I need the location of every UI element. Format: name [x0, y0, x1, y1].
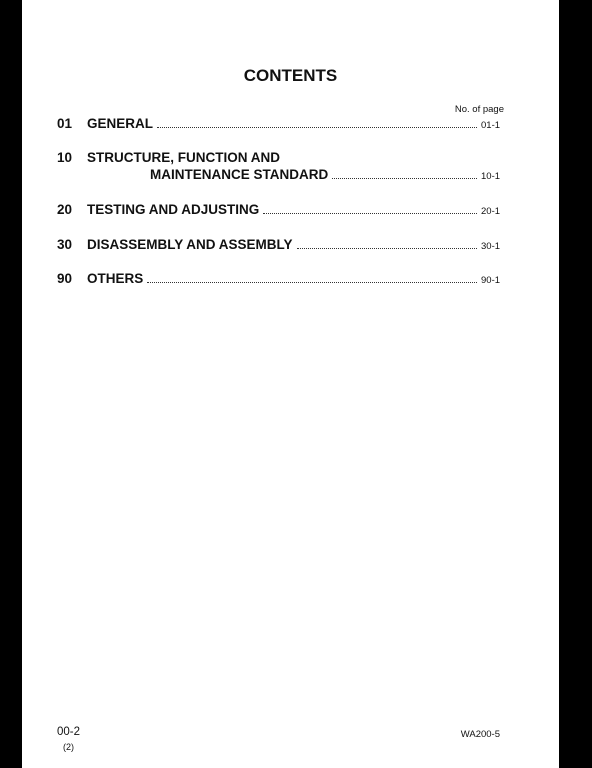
page-title: CONTENTS: [243, 66, 338, 85]
toc-entry-line: [87, 271, 503, 286]
dot-leader: [263, 213, 477, 214]
dot-leader: [157, 127, 477, 128]
toc-entry-line: [87, 116, 503, 131]
toc-entry-page: 90-1: [481, 275, 501, 286]
toc-entry-number: 01: [57, 116, 73, 131]
toc-entry-number: 20: [57, 202, 73, 217]
toc-entry-line: [87, 237, 503, 252]
footer-page-number: 00-2: [57, 726, 81, 738]
footer-revision: (2): [63, 742, 74, 752]
toc-entry-number: 30: [57, 237, 73, 252]
toc-entry-line: [150, 167, 503, 182]
toc-entry-page: 30-1: [481, 241, 501, 252]
footer-model: WA200-5: [460, 729, 500, 740]
document-page: [22, 0, 559, 768]
toc-entry-page: 01-1: [481, 120, 501, 131]
toc-entry-line: [87, 202, 503, 217]
toc-entry-title-continued: MAINTENANCE STANDARD: [150, 167, 329, 182]
dot-leader: [297, 248, 477, 249]
page-number-column-header: No. of page: [454, 104, 504, 115]
toc-entry-number: 90: [57, 271, 73, 286]
dot-leader: [147, 282, 477, 283]
toc-entry-line: [87, 150, 503, 165]
toc-entry-page: 20-1: [481, 206, 501, 217]
toc-entry-number: 10: [57, 150, 73, 165]
toc-entry-page: 10-1: [481, 171, 501, 182]
toc-entry-title: TESTING AND ADJUSTING: [87, 202, 260, 217]
toc-entry-title: STRUCTURE, FUNCTION AND: [87, 150, 280, 165]
dot-leader: [332, 178, 477, 179]
toc-entry-title: GENERAL: [87, 116, 154, 131]
toc-entry-title: DISASSEMBLY AND ASSEMBLY: [87, 237, 293, 252]
toc-entry-title: OTHERS: [87, 271, 144, 286]
